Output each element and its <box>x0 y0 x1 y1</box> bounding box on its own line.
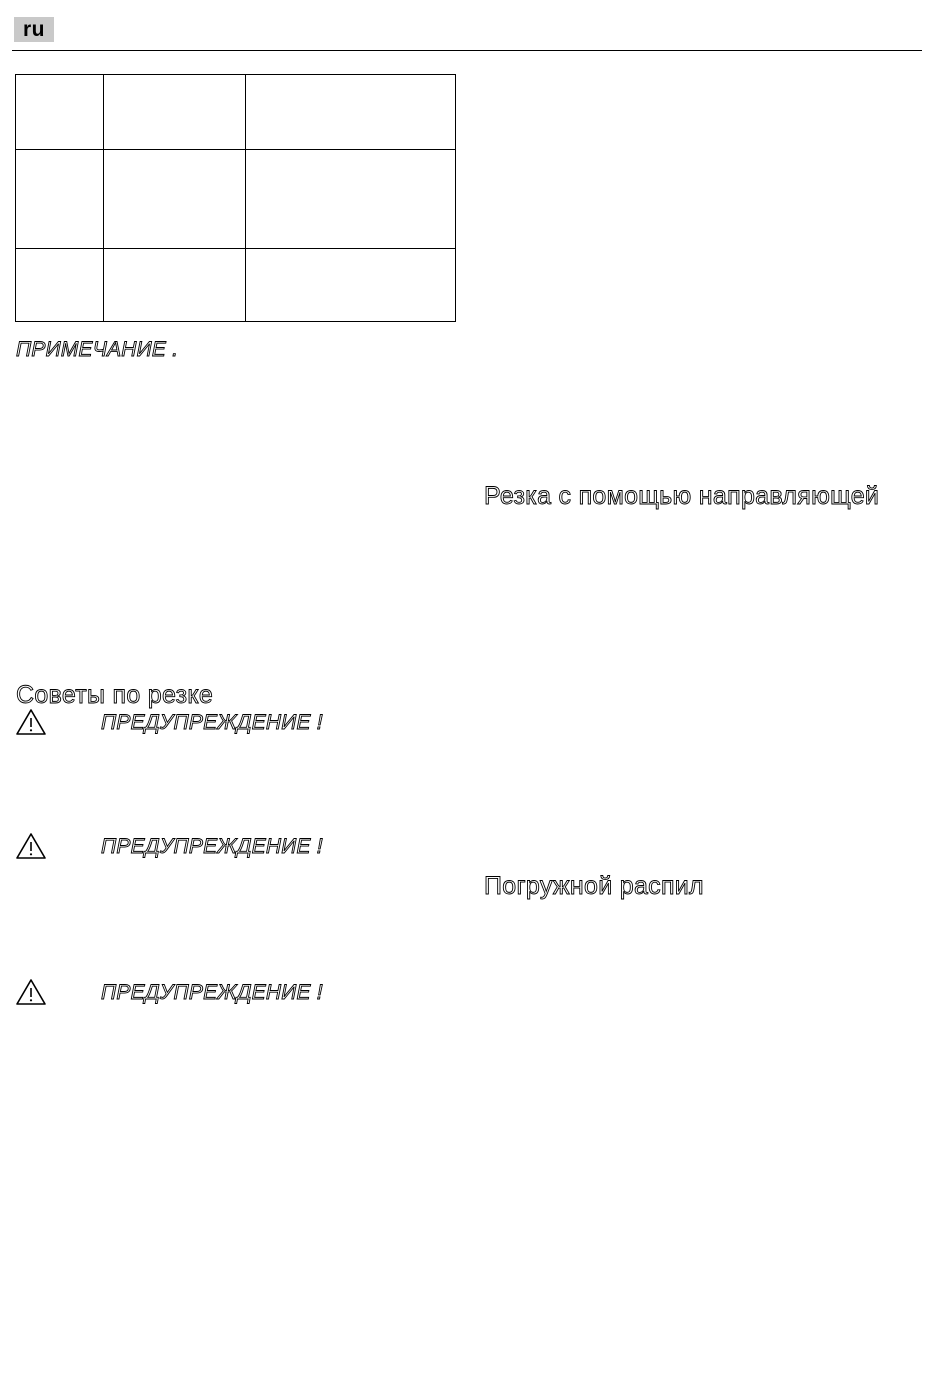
warning-triangle-icon <box>15 978 47 1006</box>
section-heading-plunge-cut: Погружной распил <box>484 872 704 900</box>
warning-label: ПРЕДУПРЕЖДЕНИЕ ! <box>101 711 323 734</box>
table-cell <box>246 75 456 150</box>
table-cell <box>16 150 104 249</box>
warning-label: ПРЕДУПРЕЖДЕНИЕ ! <box>101 835 323 858</box>
table-cell <box>104 75 246 150</box>
table-cell <box>104 150 246 249</box>
table-cell <box>16 249 104 322</box>
table-row <box>16 75 456 150</box>
warning-label: ПРЕДУПРЕЖДЕНИЕ ! <box>101 981 323 1004</box>
table-row <box>16 249 456 322</box>
table-cell <box>246 249 456 322</box>
table-cell <box>16 75 104 150</box>
table-row <box>16 150 456 249</box>
table-cell <box>246 150 456 249</box>
section-heading-guide-rail-cutting: Резка с помощью направляющей <box>484 482 880 510</box>
section-heading-cutting-tips: Советы по резке <box>16 681 214 709</box>
warning-triangle-icon <box>15 832 47 860</box>
spec-table <box>15 74 456 322</box>
header-divider <box>12 50 922 51</box>
language-badge: ru <box>14 17 54 42</box>
warning-triangle-icon <box>15 708 47 736</box>
table-cell <box>104 249 246 322</box>
note-label: ПРИМЕЧАНИЕ . <box>16 338 179 361</box>
